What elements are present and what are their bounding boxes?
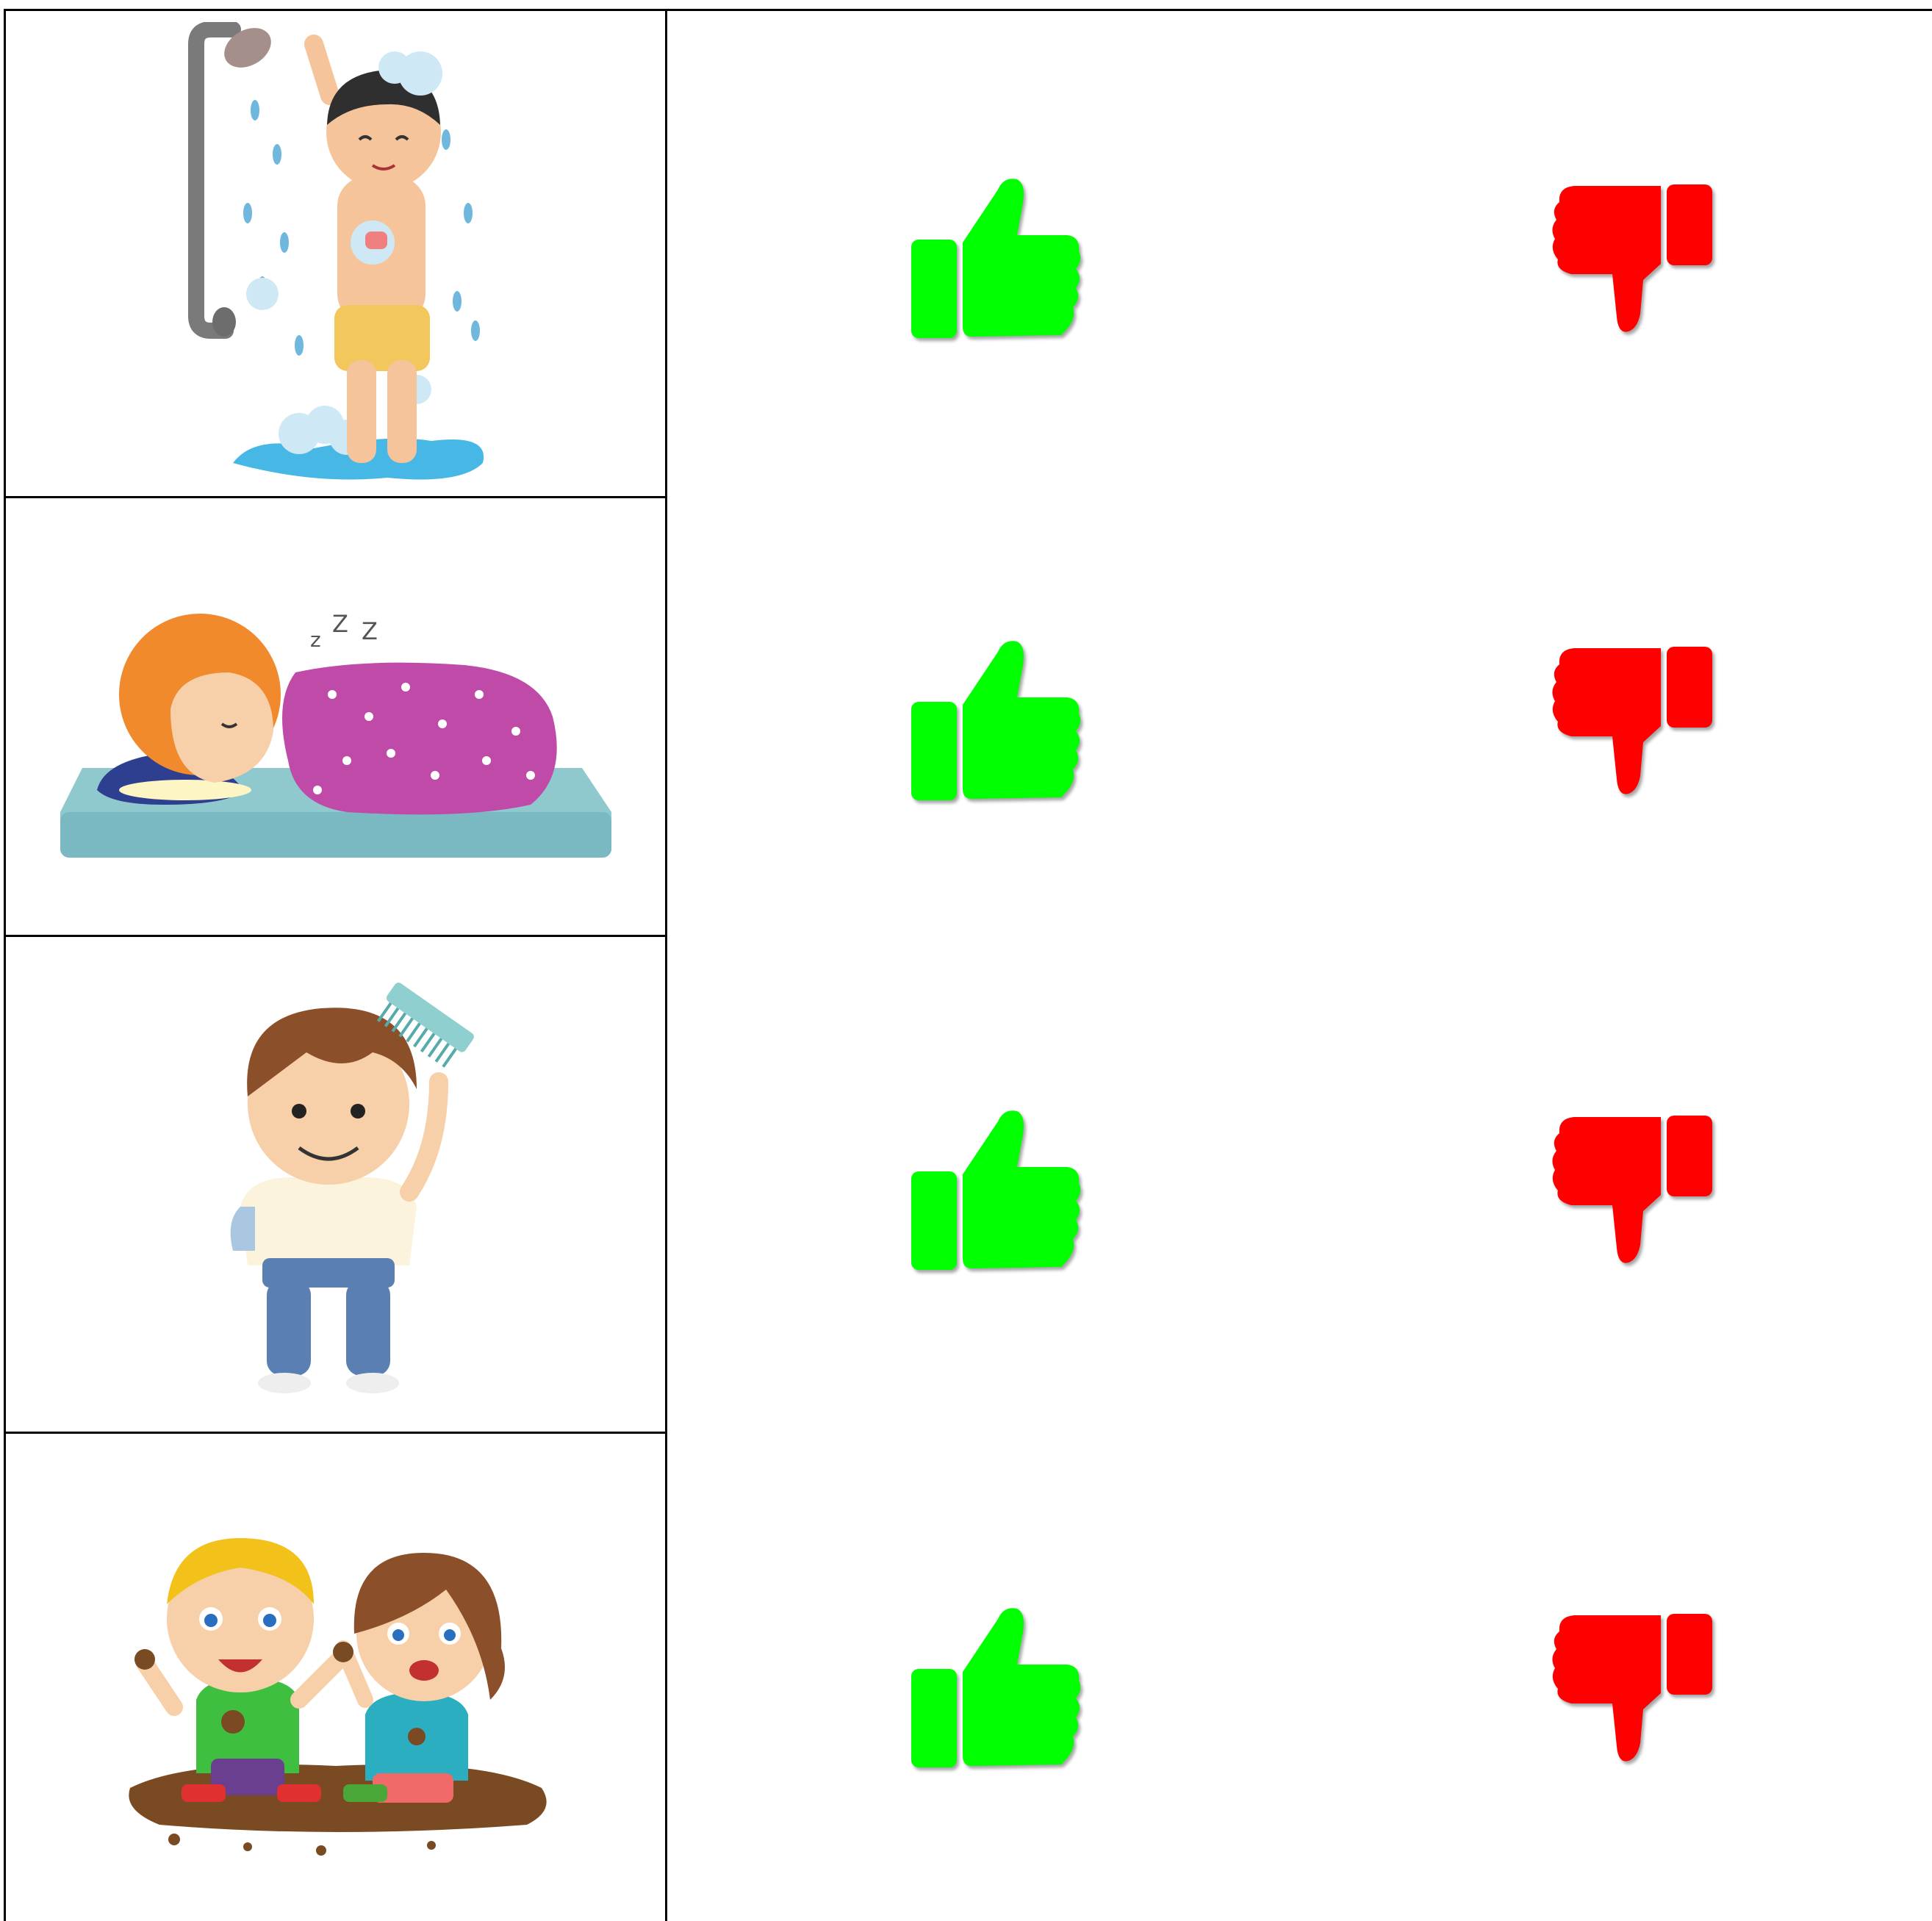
- thumbs-up-button-3[interactable]: [910, 1105, 1085, 1271]
- thumbs-up-icon: [910, 1105, 1085, 1271]
- thumbs-down-button-4[interactable]: [1549, 1606, 1714, 1764]
- svg-text:z: z: [309, 628, 321, 652]
- thumbs-down-button-3[interactable]: [1549, 1108, 1714, 1265]
- children-playing-in-mud-icon: [101, 1494, 571, 1861]
- thumbs-up-icon: [910, 173, 1085, 340]
- child-combing-hair-icon: [196, 972, 475, 1398]
- thumbs-up-button-2[interactable]: [910, 636, 1085, 802]
- column-divider: [665, 9, 667, 1921]
- picture-cell-shower: [6, 11, 665, 496]
- child-sleeping-icon: [53, 570, 619, 863]
- svg-text:Z: Z: [361, 617, 378, 645]
- picture-cell-sleep: [6, 498, 665, 935]
- child-showering-icon: [167, 22, 505, 485]
- picture-cell-comb: [6, 937, 665, 1432]
- thumbs-down-button-1[interactable]: [1549, 177, 1714, 334]
- picture-cell-mud: [6, 1434, 665, 1921]
- svg-text:Z: Z: [331, 610, 348, 638]
- thumbs-up-icon: [910, 1603, 1085, 1769]
- thumbs-down-icon: [1549, 639, 1714, 797]
- thumbs-down-icon: [1549, 1108, 1714, 1265]
- thumbs-up-button-4[interactable]: [910, 1603, 1085, 1769]
- thumbs-down-icon: [1549, 1606, 1714, 1764]
- thumbs-down-button-2[interactable]: [1549, 639, 1714, 797]
- thumbs-down-icon: [1549, 177, 1714, 334]
- thumbs-up-button-1[interactable]: [910, 173, 1085, 340]
- thumbs-up-icon: [910, 636, 1085, 802]
